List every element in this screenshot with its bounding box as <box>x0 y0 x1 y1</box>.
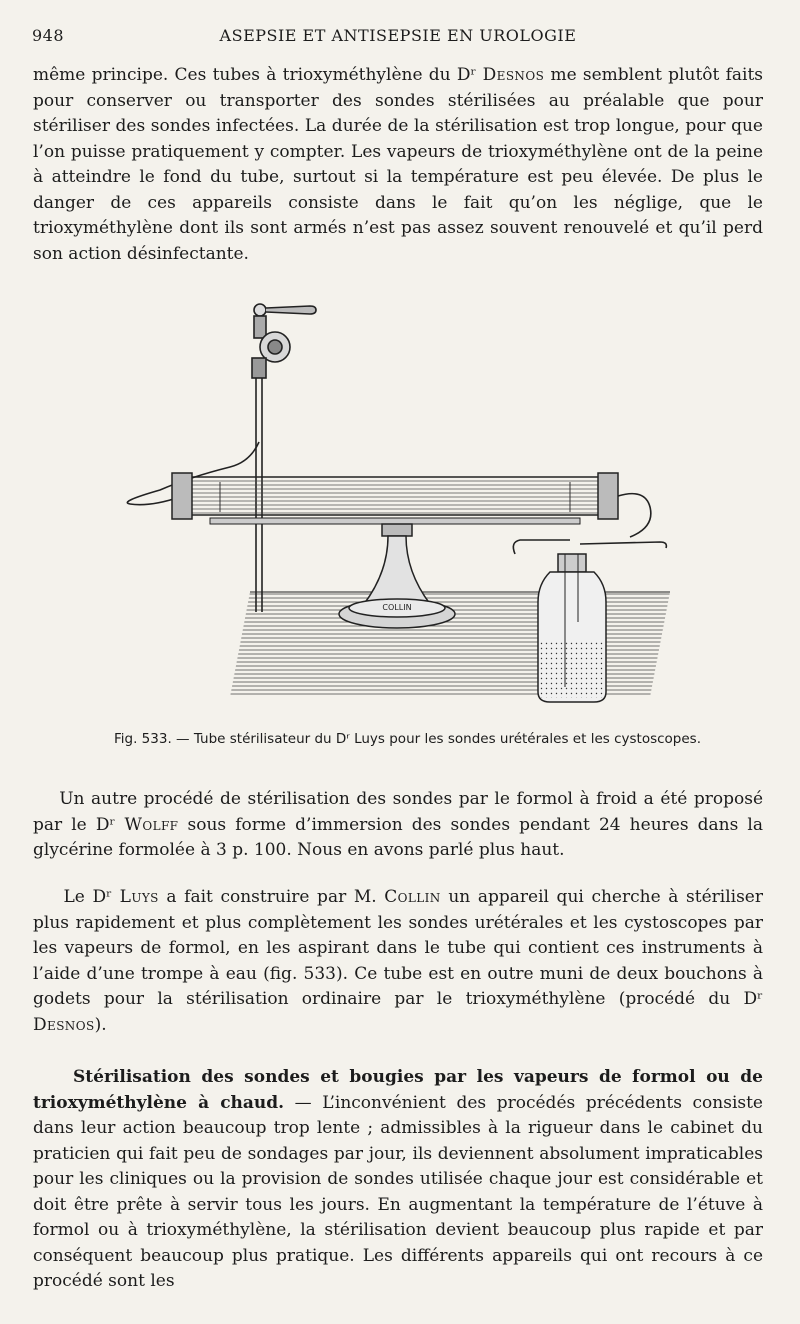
paragraph-wolff <box>33 787 763 864</box>
text-run: ). <box>94 1014 107 1035</box>
wash-bottle <box>538 554 606 702</box>
paragraph-luys-collin <box>33 885 763 1038</box>
text-run: même principe. Ces tubes à trioxyméthylène du Dʳ <box>33 65 483 85</box>
paragraph-hot-sterilization <box>33 1065 763 1295</box>
text-run: a fait construire par M. <box>158 887 385 907</box>
page-number: 948 <box>32 26 65 45</box>
figure-sterilizer-illustration <box>110 292 690 712</box>
pedestal-stand <box>339 524 455 628</box>
author-name: Collin <box>384 887 441 907</box>
figure-caption: Fig. 533. — Tube stérilisateur du Dʳ Luys pour les sondes urétérales et les cystoscopes. <box>114 731 701 747</box>
author-name: Desnos <box>482 65 545 85</box>
page-header <box>32 26 764 50</box>
section-heading: Stérilisation des sondes et bougies par les vapeurs de formol ou de trioxyméthylène à chaud. <box>33 1067 763 1113</box>
collin-engraving-label: COLLIN <box>382 603 412 612</box>
text-run: Le Dʳ <box>63 887 120 907</box>
water-tap <box>252 304 316 378</box>
author-name: Wolff <box>124 814 179 835</box>
sterilizer-tube <box>172 473 618 524</box>
text-run: un appareil qui cherche à stériliser plus rapidement et plus complètement les sondes urétérales et les cystoscopes par les vapeurs de formol, en les aspirant dans le tube qui contient ces instruments à l’aide d’une trompe à eau (fig. 533). Ce tube est en outre muni de deux bouchons à godets pour la stérilisation ordinaire par le trioxyméthylène (procédé du Dʳ <box>33 887 763 1009</box>
text-run: — L’inconvénient des procédés précédents consiste dans leur action beaucoup trop lente ; admissibles à la rigueur dans le cabinet du praticien qui fait peu de sondages par jour, ils deviennent absolument impraticables pour les cliniques ou la provision de sondes utilisée chaque jour est considérable et doit être prête à servir tous les jours. En augmentant la température de l’étuve à formol ou à trioxyméthylène, la stérilisation devient beaucoup plus rapide et par conséquent beaucoup plus pratique. Les différents appareils qui ont recours à ce procédé sont les <box>33 1092 763 1291</box>
text-run: sous forme d’immersion des sondes pendant 24 heures dans la glycérine formolée à 3 p. 100. Nous en avons parlé plus haut. <box>33 814 763 860</box>
text-run: Un autre procédé de stérilisation des sondes par le formol à froid a été proposé par le Dʳ <box>33 789 763 835</box>
author-name: Desnos <box>33 1014 95 1035</box>
sterilizer-engraving <box>110 292 690 712</box>
paragraph-desnos-tubes <box>33 63 763 267</box>
author-name: Luys <box>119 887 159 907</box>
text-run: me semblent plutôt faits pour conserver ou transporter des sondes stérilisées au préalable que pour stériliser des sondes infectées. La durée de la stérilisation est trop longue, pour que l’on puisse pratiquement y compter. Les vapeurs de trioxyméthylène ont de la peine à atteindre le fond du tube, surtout si la température est peu élevée. De plus le danger de ces appareils consiste dans le fait qu’on les néglige, que le trioxyméthylène dont ils sont armés n’est pas assez souvent renouvelé et qu’il perd son action désinfectante. <box>33 65 763 264</box>
running-title: ASEPSIE ET ANTISEPSIE EN UROLOGIE <box>219 26 577 45</box>
